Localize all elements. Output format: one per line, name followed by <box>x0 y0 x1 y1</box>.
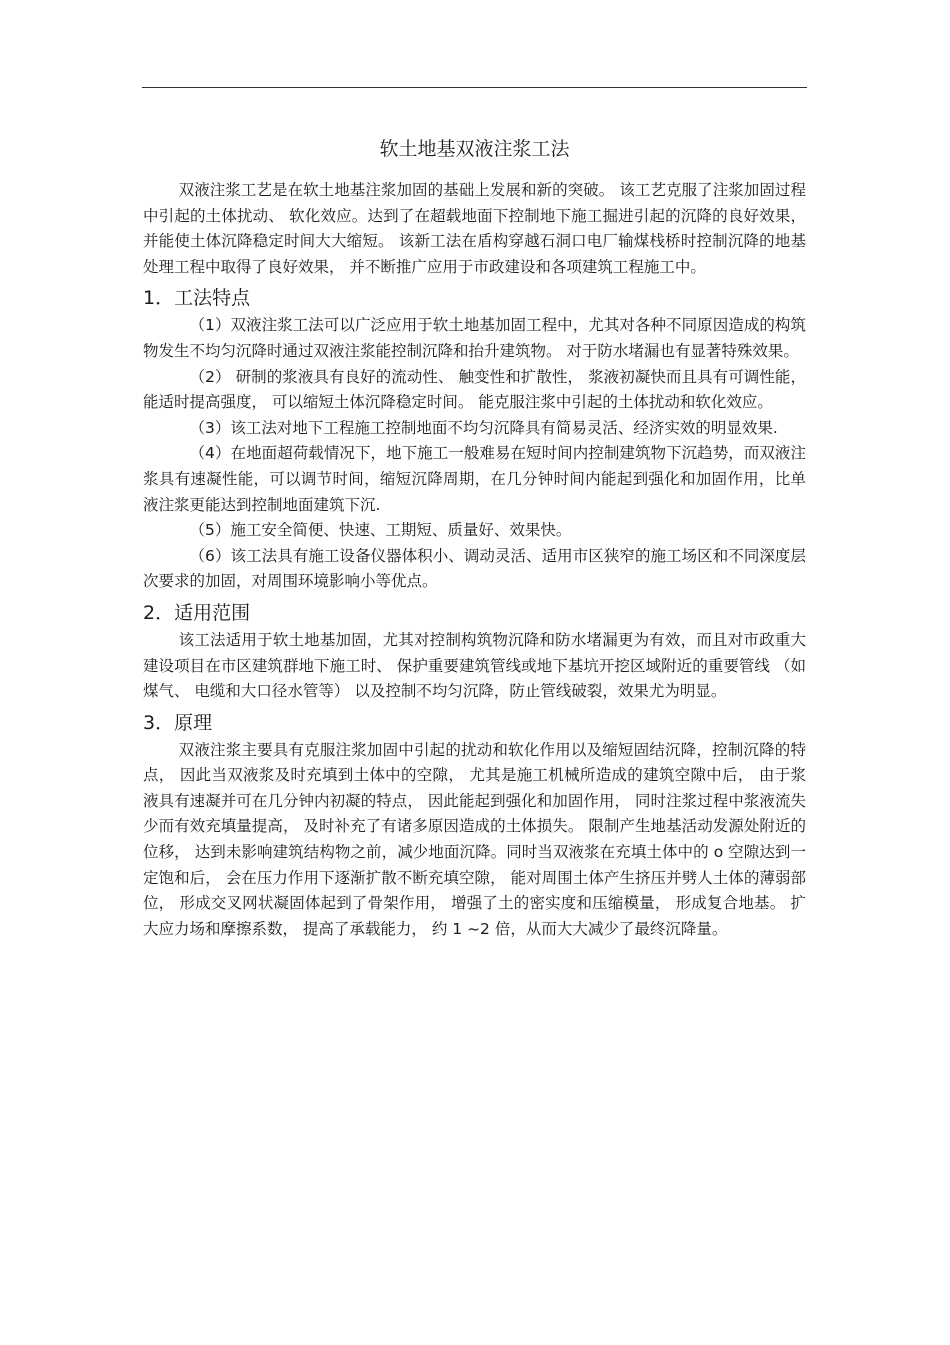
document-title: 软土地基双液注浆工法 <box>379 138 570 160</box>
document-body <box>143 134 806 942</box>
scope-paragraph: 该工法适用于软土地基加固，尤其对控制构筑物沉降和防水堵漏更为有效，而且对市政重大建设项目在市区建筑群地下施工时、 保护重要建筑管线或地下基坑开挖区域附近的重要管线 （如煤气、 电缆和大口径水管等） 以及控制不均匀沉降，防止管线破裂，效果尤为明显。 <box>143 630 806 701</box>
feature-paragraph: （6）该工法具有施工设备仪器体积小、调动灵活、适用市区狭窄的施工场区和不同深度层次要求的加固，对周围环境影响小等优点。 <box>143 546 806 591</box>
header-rule <box>142 87 807 88</box>
feature-paragraph: （5）施工安全简便、快速、工期短、质量好、效果快。 <box>189 521 572 540</box>
section-features <box>143 283 806 595</box>
section-heading: 1．工法特点 <box>143 287 251 310</box>
principle-paragraph: 双液注浆主要具有克服注浆加固中引起的扰动和软化作用以及缩短固结沉降，控制沉降的特点， 因此当双液浆及时充填到土体中的空隙， 尤其是施工机械所造成的建筑空隙中后， 由于浆液具有速凝并可在几分钟内初凝的特点， 因此能起到强化和加固作用， 同时注浆过程中浆液流失少而有效充填量提高， 及时补充了有诸多原因造成的土体损失。 限制产生地基活动发源处附近的位移， 达到未影响建筑结构物之前，减少地面沉降。同时当双液浆在充填土体中的 o 空隙达到一定饱和后， 会在压力作用下逐渐扩散不断充填空隙， 能对周围土体产生挤压并劈人土体的薄弱部位， 形成交叉网状凝固体起到了骨架作用， 增强了土的密实度和压缩模量， 形成复合地基。 扩大应力场和摩擦系数， 提高了承载能力， 约 1 ~2 倍，从而大大减少了最终沉降量。 <box>143 740 806 938</box>
intro-paragraph: 双液注浆工艺是在软土地基注浆加固的基础上发展和新的突破。 该工艺克服了注浆加固过程中引起的土体扰动、 软化效应。达到了在超载地面下控制地下施工掘进引起的沉降的良好效果， 并能使土体沉降稳定时间大大缩短。 该新工法在盾构穿越石洞口电厂输煤栈桥时控制沉降的地基处理工程中取得了良好效果， 并不断推广应用于市政建设和各项建筑工程施工中。 <box>143 181 806 276</box>
section-heading: 2．适用范围 <box>143 601 251 624</box>
feature-paragraph: （1）双液注浆工法可以广泛应用于软土地基加固工程中，尤其对各种不同原因造成的构筑物发生不均匀沉降时通过双液注浆能控制沉降和抬升建筑物。 对于防水堵漏也有显著特殊效果。 <box>143 316 806 360</box>
feature-paragraph: （3）该工法对地下工程施工控制地面不均匀沉降具有简易灵活、经济实效的明显效果. <box>189 418 778 437</box>
section-scope <box>143 598 806 705</box>
section-heading: 3．原理 <box>143 711 213 734</box>
feature-paragraph: （2） 研制的浆液具有良好的流动性、 触变性和扩散性， 浆液初凝快而且具有可调性能， 能适时提高强度， 可以缩短土体沉降稳定时间。 能克服注浆中引起的土体扰动和软化效应。 <box>143 367 806 412</box>
section-principle <box>143 708 806 943</box>
feature-paragraph: （4）在地面超荷载情况下，地下施工一般难易在短时间内控制建筑物下沉趋势，而双液注浆具有速凝性能，可以调节时间，缩短沉降周期，在几分钟时间内能起到强化和加固作用，比单液注浆更能达到控制地面建筑下沉. <box>143 444 806 514</box>
